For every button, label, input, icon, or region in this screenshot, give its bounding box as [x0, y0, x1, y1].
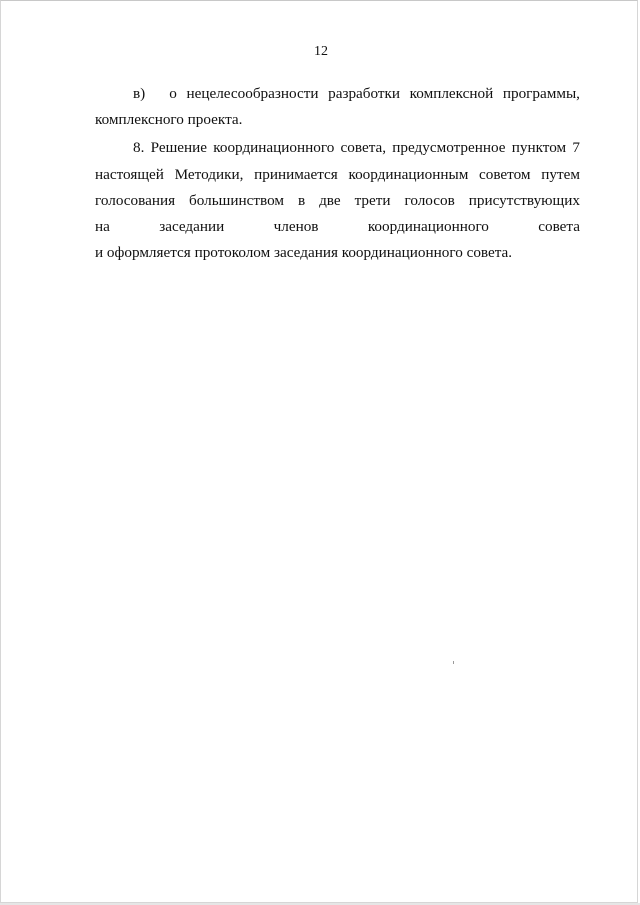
paragraph-v-line-1 — [95, 81, 580, 107]
list-marker: в) — [133, 85, 146, 102]
word: принимается — [254, 165, 338, 183]
word: советом — [479, 165, 531, 183]
word: координационного — [367, 217, 489, 235]
word: 8. — [133, 139, 145, 157]
word: комплексной — [409, 85, 494, 102]
word: координационного — [213, 139, 335, 157]
word: Решение — [150, 139, 208, 157]
paragraph-8-line-3 — [95, 188, 580, 214]
word: на — [95, 217, 110, 235]
paragraph-v-line-2: комплексного проекта. — [95, 111, 243, 129]
paragraph-8-line-4 — [95, 214, 580, 240]
word: заседании — [159, 217, 225, 235]
word: голосов — [404, 191, 455, 209]
word: совета, — [340, 139, 387, 157]
paragraph-8-line-2 — [95, 162, 580, 188]
paragraph-v-line-1-text — [169, 81, 580, 107]
page-number: 12 — [314, 44, 328, 59]
word: голосования — [95, 191, 176, 209]
scan-artifact — [453, 661, 454, 664]
word: присутствующих — [468, 191, 580, 209]
word: две — [319, 191, 341, 209]
word: разработки — [328, 85, 401, 102]
word: в — [297, 191, 306, 209]
document-body — [95, 81, 580, 266]
word: путем — [541, 165, 580, 183]
word: настоящей — [95, 165, 164, 183]
paragraph-8-line-5: и оформляется протоколом заседания координационного совета. — [95, 244, 513, 262]
word: трети — [354, 191, 391, 209]
word: программы, — [502, 85, 580, 102]
word: предусмотренное — [392, 139, 506, 157]
word: о — [169, 85, 177, 102]
word: нецелесообразности — [186, 85, 319, 102]
word: членов — [273, 217, 319, 235]
word: пунктом — [511, 139, 567, 157]
word: Методики, — [174, 165, 244, 183]
word: 7 — [572, 139, 580, 157]
paragraph-8-line-1 — [95, 135, 580, 161]
word: большинством — [189, 191, 284, 209]
word: координационным — [348, 165, 469, 183]
word: совета — [538, 217, 580, 235]
